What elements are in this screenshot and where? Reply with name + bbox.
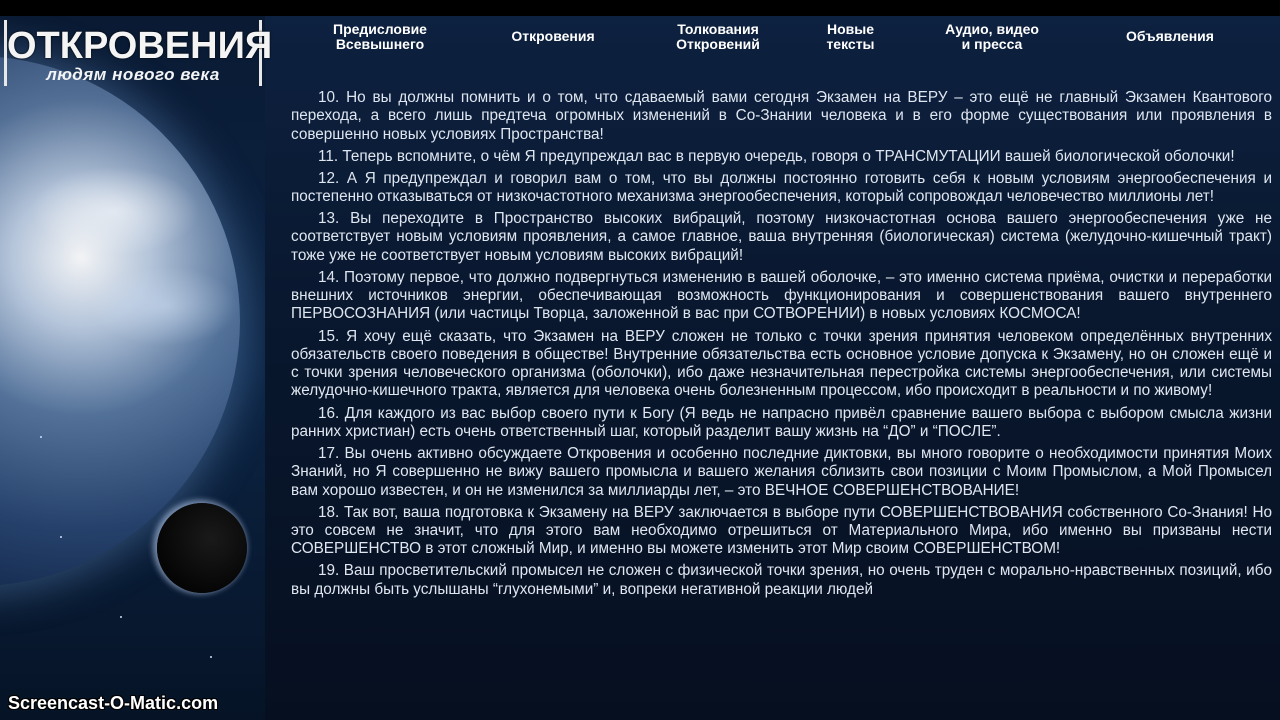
star — [60, 536, 62, 538]
paragraph: 11. Теперь вспомните, о чём Я предупреждал вас в первую очередь, говоря о ТРАНСМУТАЦИИ вашей биологической оболочки! — [318, 147, 1235, 165]
nav-item-revelations[interactable] — [498, 29, 608, 44]
paragraph: 15. Я хочу ещё сказать, что Экзамен на ВЕРУ сложен не только с точки зрения принятия человеком определённых внутренних обязательств своего поведения в обществе! Внутренние обязательства есть основное условие допуска к Экзамену, но он сложен ещё и с точки зрения человеческого организма (оболочки), ибо даже незначительная перестройка системы энергообеспечения, или системы желудочно-кишечного тракта, является для человека очень болезненным процессом, ибо происходит в реальности и по живому! — [291, 327, 1272, 400]
nav-label: Толкования — [677, 21, 759, 37]
nav-label: Предисловие — [333, 21, 427, 37]
nav-label: Всевышнего — [335, 36, 425, 52]
top-navigation — [268, 18, 1280, 76]
nav-item-media[interactable] — [932, 22, 1052, 52]
cloud-highlight — [30, 166, 200, 256]
logo-subtitle: людям нового века — [46, 65, 220, 84]
paragraph: 18. Так вот, ваша подготовка к Экзамену на ВЕРУ заключается в выборе пути СОВЕРШЕНСТВОВАНИЯ собственного Со-Знания! Но это совсем не значит, что для этого вам необходимо отрешиться от Материального Мира, ибо именно вы призваны нести СОВЕРШЕНСТВО в этот сложный Мир, и именно вы можете изменить этот Мир своим СОВЕРШЕНСТВОМ! — [291, 503, 1272, 558]
article-text — [291, 89, 1272, 720]
nav-label: Новые — [826, 21, 874, 37]
nav-item-interpretations[interactable] — [658, 22, 778, 52]
star — [210, 656, 212, 658]
logo-title: ОТКРОВЕНИЯ — [7, 25, 273, 67]
star — [40, 436, 42, 438]
paragraph: 12. А Я предупреждал и говорил вам о том, что вы должны постоянно готовить себя к новым условиям энергообеспечения и постепенно отказываться от низкочастотного механизма энергообеспечения, который сопровождал человечество миллионы лет! — [291, 169, 1272, 206]
nav-item-new-texts[interactable] — [813, 22, 888, 52]
nav-label: тексты — [826, 36, 875, 52]
paragraph: 19. Ваш просветительский промысел не сложен с физической точки зрения, но очень труден с морально-нравственных позиций, ибо вы должны быть услышаны “глухонемыми” и, вопреки негативной реакции людей — [291, 562, 1272, 598]
paragraph: 16. Для каждого из вас выбор своего пути к Богу (Я ведь не напрасно привёл сравнение вашего выбора с выбором смысла жизни ранних христиан) есть очень ответственный шаг, который разделит вашу жизнь на “ДО” и “ПОСЛЕ”. — [291, 404, 1272, 440]
paragraph: 10. Но вы должны помнить и о том, что сдаваемый вами сегодня Экзамен на ВЕРУ – это ещё не главный Экзамен Квантового перехода, а всего лишь предтеча огромных изменений в Со-Знании человека и в его форме существования или проявления в совершенно новых условиях Пространства! — [291, 89, 1272, 143]
left-banner — [0, 16, 273, 720]
site-logo[interactable] — [4, 20, 273, 86]
nav-item-foreword[interactable] — [320, 22, 440, 52]
nav-label: Объявления — [1126, 28, 1214, 44]
nav-label: Откровения — [511, 28, 595, 44]
top-black-bar — [0, 0, 1280, 16]
nav-label: Аудио, видео — [945, 21, 1039, 37]
moon-image — [157, 503, 247, 593]
paragraph: 14. Поэтому первое, что должно подвергнуться изменению в вашей оболочке, – это именно система приёма, очистки и переработки внешних источников энергии, обеспечивающая возможность функционирования и совершенствования вашего внутреннего ПЕРВОСОЗНАНИЯ (или частицы Творца, заложенной в вас при СОТВОРЕНИИ) в новых условиях КОСМОСА! — [291, 268, 1272, 323]
paragraph: 17. Вы очень активно обсуждаете Откровения и особенно последние диктовки, вы много говорите о необходимости принятия Моих Знаний, но Я совершенно не вижу вашего промысла и вашего желания сблизить свои позиции с Моим Промыслом, а Мой Промысел вам хорошо известен, и он не изменился за миллиарды лет, – это ВЕЧНОЕ СОВЕРШЕНСТВОВАНИЕ! — [291, 444, 1272, 499]
cloud-highlight — [90, 266, 240, 346]
recorder-watermark: Screencast-O-Matic.com — [8, 693, 219, 713]
nav-item-announcements[interactable] — [1114, 29, 1226, 44]
nav-label: и пресса — [961, 36, 1023, 52]
star — [120, 616, 122, 618]
nav-label: Откровений — [676, 36, 760, 52]
paragraph: 13. Вы переходите в Пространство высоких вибраций, поэтому низкочастотная основа вашего энергообеспечения уже не соответствует новым условиям проявления, а самое главное, ваша внутренняя (биологическая) система (желудочно-кишечный тракт) тоже уже не соответствует новым условиям высоких вибраций! — [291, 210, 1272, 264]
